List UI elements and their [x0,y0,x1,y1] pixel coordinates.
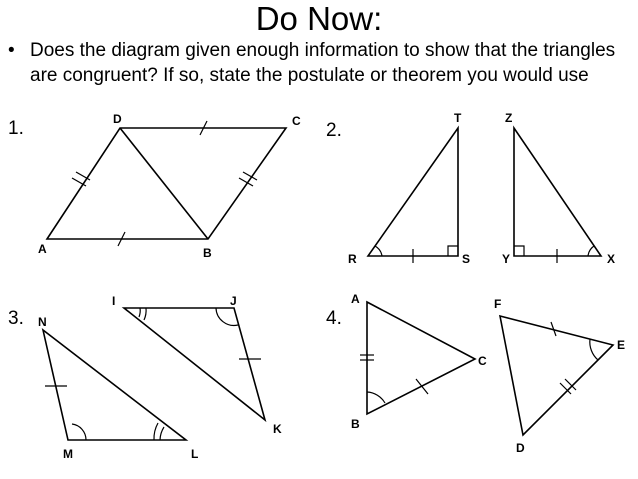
problem-2-number: 2. [326,120,342,141]
triangle-nml [43,330,186,440]
label-r: R [348,252,357,266]
label-y: Y [502,252,511,266]
problem-2-diagram [348,111,615,266]
label-b4: B [351,417,360,431]
label-d: D [113,112,122,126]
label-s: S [462,252,471,266]
label-j: J [230,294,237,308]
triangle-abc [367,302,475,414]
label-i: I [112,294,116,308]
angle-arc-e-icon [590,339,598,360]
label-b: B [203,246,212,260]
triangle-yxz [514,128,601,256]
problem-3-number: 3. [8,308,24,329]
angle-arc-x-icon [588,246,594,256]
triangle-rst [368,128,458,256]
label-c: C [292,114,301,128]
label-a4: A [351,292,360,306]
label-f: F [494,297,502,311]
parallelogram-abcd [47,128,286,239]
label-c4: C [478,354,487,368]
label-n: N [38,315,47,329]
problem-4-diagram [351,292,625,455]
angle-arc-i-outer-icon [139,308,140,317]
label-t: T [454,111,462,125]
angle-arc-b-icon [367,392,385,403]
marks-3 [45,308,261,440]
bullet-icon: • [8,40,15,61]
label-m: M [63,447,73,461]
slide-title: Do Now: [255,0,383,37]
angle-arc-l-outer-icon [160,427,164,440]
marks-2 [375,246,594,263]
label-d4: D [516,441,525,455]
label-k: K [273,422,282,436]
problem-3-diagram [38,294,282,461]
triangle-fed [500,316,613,435]
label-z: Z [505,111,513,125]
angle-arc-r-icon [375,246,382,256]
triangle-ijk [124,308,265,420]
angle-arc-m-icon [72,424,86,440]
right-angle-s-icon [448,246,458,256]
label-l: L [191,447,199,461]
label-a: A [38,242,47,256]
problem-1-number: 1. [8,118,24,139]
bullet-text: Does the diagram given enough information to show that the triangles are congruent? If so, state the postulate or theorem you would use [30,40,616,86]
label-x: X [607,252,616,266]
diagonal-db [120,128,208,239]
angle-arc-l-inner-icon [154,423,158,440]
problem-4-number: 4. [326,308,342,329]
problem-1-diagram [38,112,301,260]
right-angle-y-icon [514,246,524,256]
angle-arc-i-inner-icon [144,308,146,320]
label-e: E [617,338,626,352]
